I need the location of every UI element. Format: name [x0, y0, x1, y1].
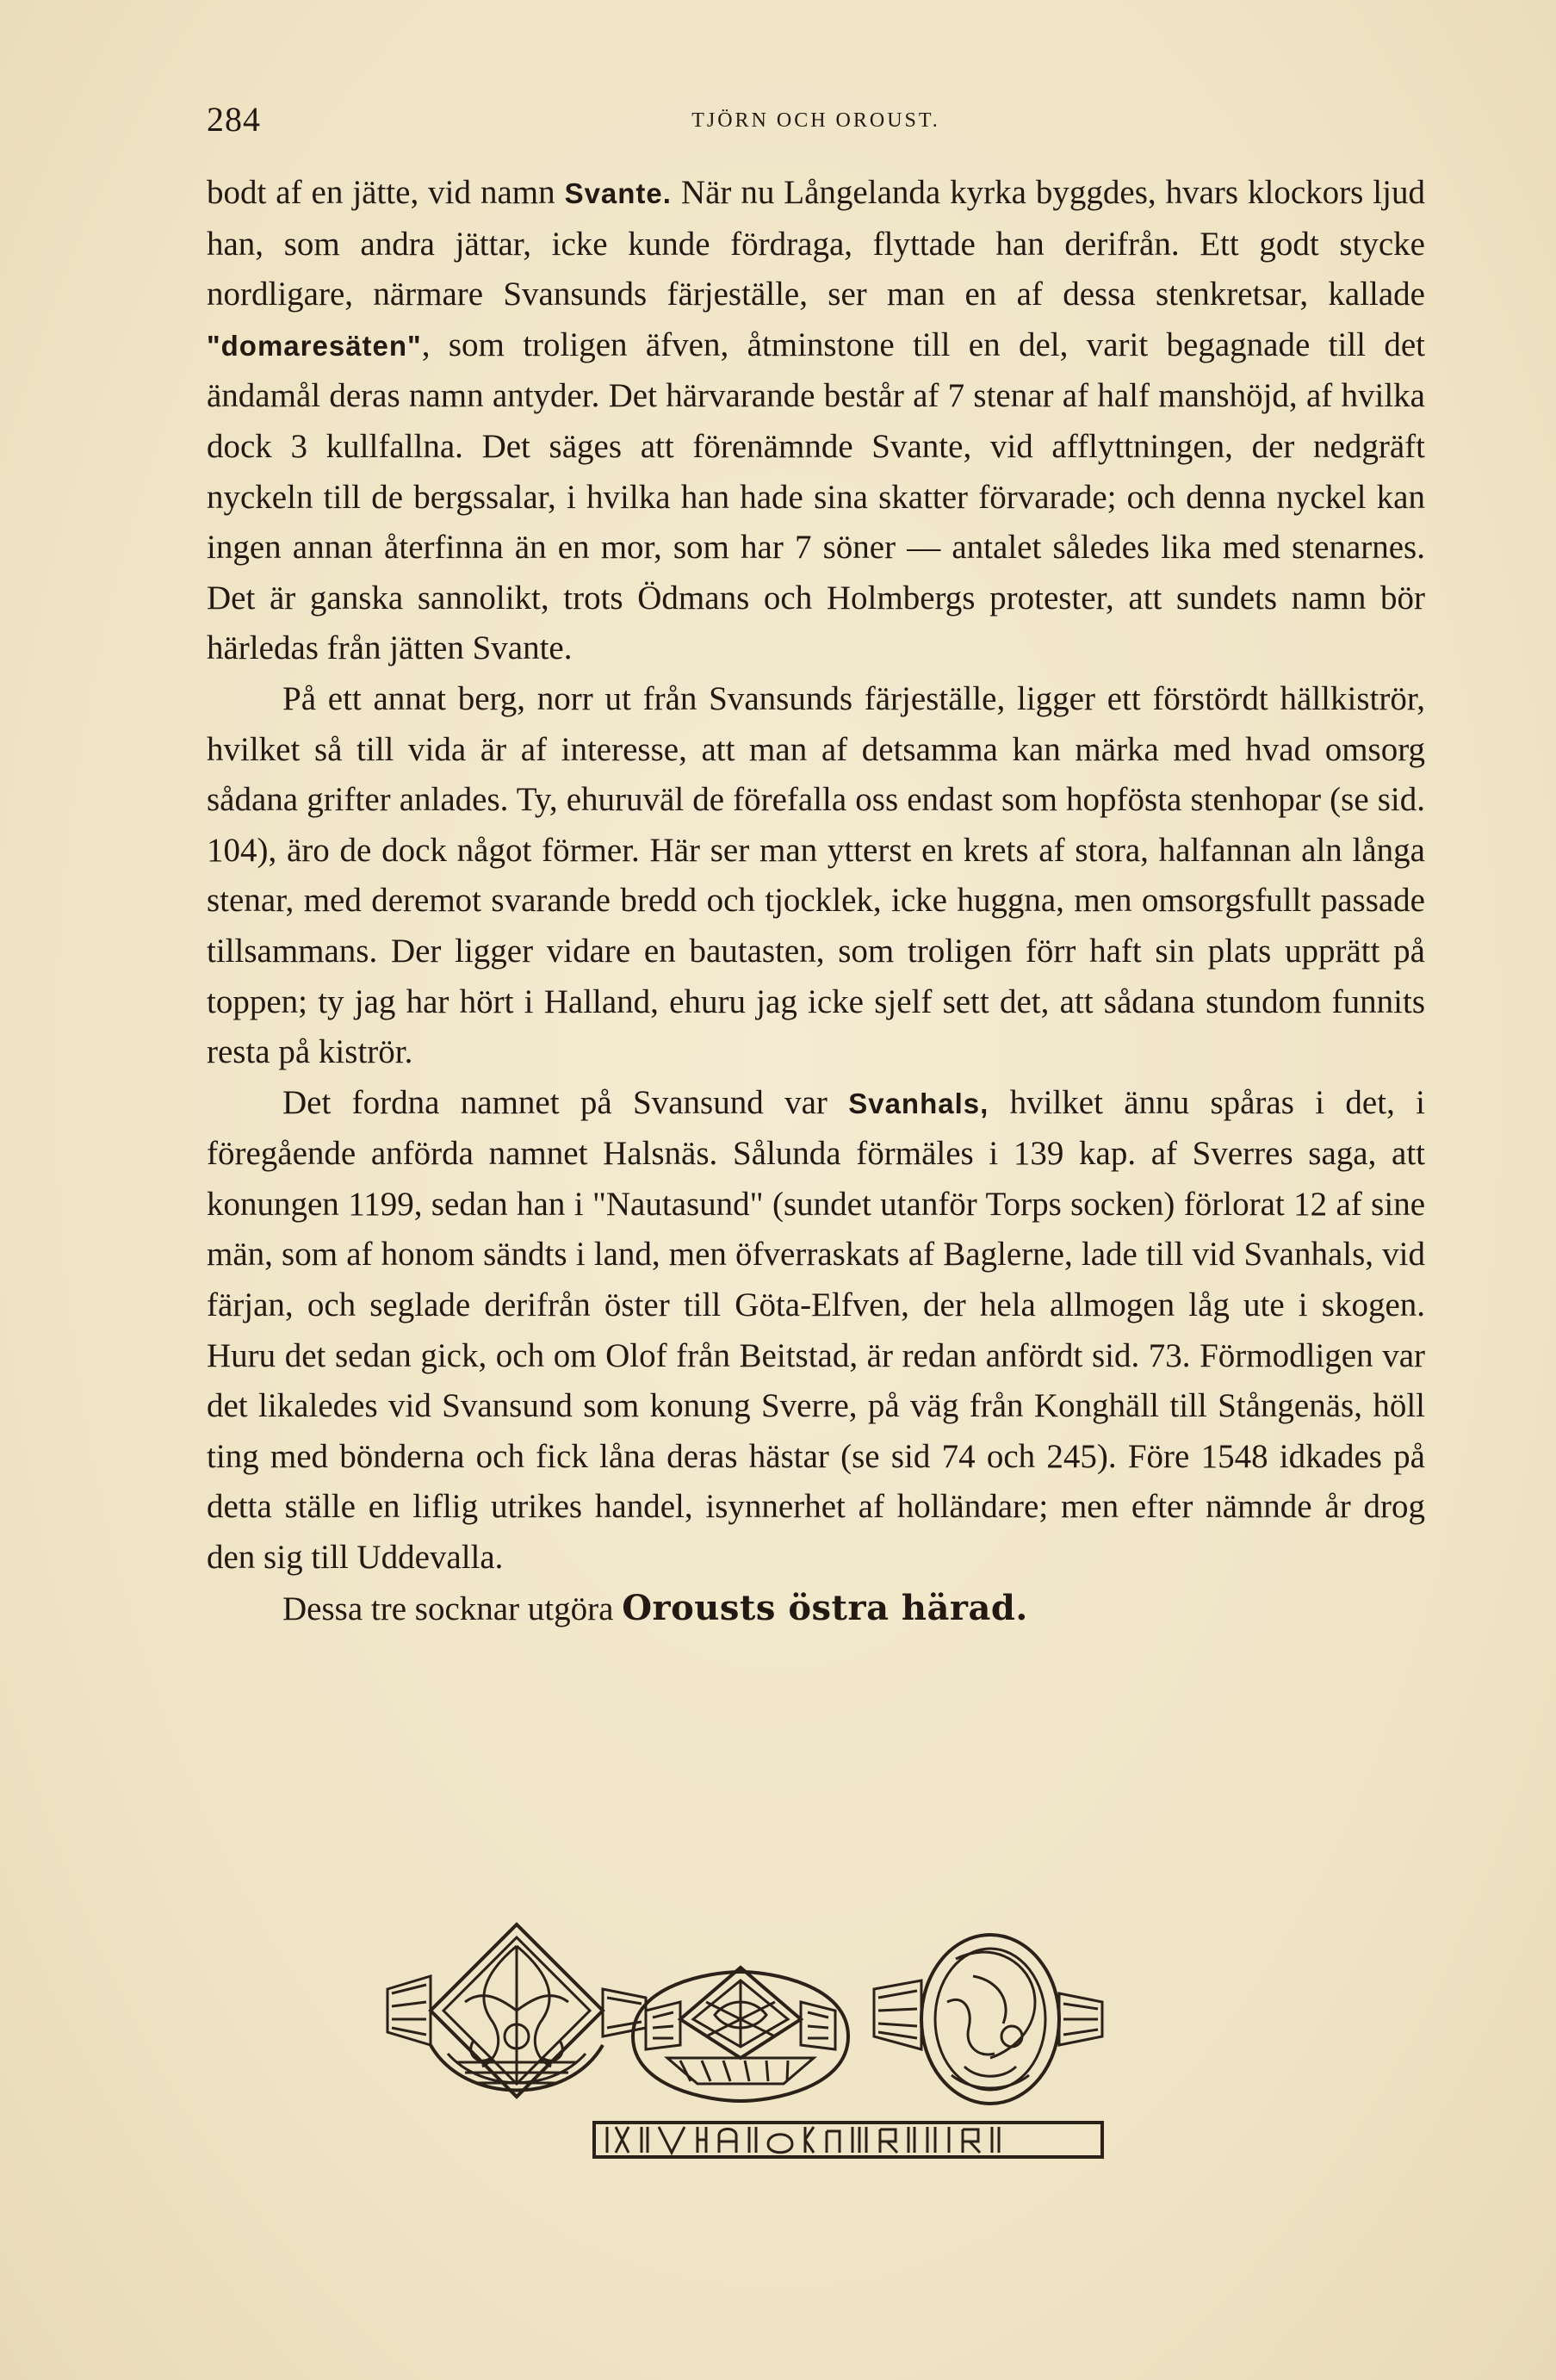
emphasis-spaced: Svante. [564, 177, 672, 209]
text-segment: På ett annat berg, norr ut från Svansunds färjeställe, ligger ett förstördt hällkiströr, hvilket så till vida är af interesse, att man af detsamma kan märka med hvad omsorg sådana grifter anlades. Ty, ehuruväl de förefalla oss endast som hopfösta stenhopar (se sid. 104), äro de dock något förmer. Här ser man ytterst en krets af stora, halfannan aln långa stenar, med deremot svarande bredd och tjocklek, icke huggna, men omsorgsfullt passade tillsammans. Der ligger vidare en bautasten, som troligen förr haft sin plats upprätt på toppen; ty jag har hört i Halland, ehuru jag icke sjelf sett det, att sådana stundom funnits resta på kiströr. [207, 679, 1425, 1071]
paragraph [207, 1078, 1425, 1584]
paragraph [207, 1584, 1425, 1635]
text-segment: , som troligen äfven, åtminstone till en del, varit begagnade till det ändamål deras namn antyder. Det härvarande består af 7 stenar af half manshöjd, af hvilka dock 3 kullfallna. Det säges att förenämnde Svante, vid afflyttningen, der nedgräft nyckeln till de bergssalar, i hvilka han hade sina skatter förvarade; och denna nyckel kan ingen annan återfinna än en mor, som har 7 söner — antalet således lika med stenarnes. Det är ganska sannolikt, trots Ödmans och Holmbergs protester, att sundets namn bör härledas från jätten Svante. [207, 325, 1425, 667]
text-segment: hvilket ännu spåras i det, i föregående anförda namnet Halsnäs. Sålunda förmäles i 139 kap. af Sverres saga, att konungen 1199, sedan han i "Nautasund" (sundet utanför Torps socken) förlorat 12 af sine män, som af honom sändts i land, men öfverraskats af Baglerne, lade till vid Svanhals, vid färjan, och seglade derifrån öster till Göta-Elfven, der hela allmogen låg ute i skogen. Huru det sedan gick, och om Olof från Beitstad, är redan anfördt sid. 73. Förmodligen var det likaledes vid Svansund som konung Sverre, på väg från Konghäll till Stångenäs, höll ting med bönderna och fick låna deras hästar (se sid 74 och 245). Före 1548 idkades på detta ställe en liflig utrikes handel, isynnerhet af holländare; men efter nämnde år drog den sig till Uddevalla. [207, 1083, 1425, 1577]
paragraph [207, 674, 1425, 1078]
paragraph [207, 168, 1425, 674]
text-segment: Dessa tre socknar utgöra [282, 1590, 623, 1627]
middle-ring-ornament [633, 1968, 848, 2101]
runic-ornament-illustration [370, 1907, 1128, 2166]
emphasis-bold: Orousts östra härad. [622, 1587, 1028, 1628]
emphasis-spaced: Svanhals, [848, 1087, 989, 1119]
runic-band [594, 2123, 1102, 2157]
emphasis-spaced: "domaresäten" [207, 329, 422, 362]
page-number: 284 [207, 100, 261, 139]
right-ring-ornament [874, 1935, 1102, 2104]
body-text [207, 168, 1425, 1634]
running-head [207, 99, 1425, 151]
header-title: TJÖRN OCH OROUST. [691, 109, 940, 132]
left-ring-ornament [387, 1924, 646, 2097]
text-segment: Det fordna namnet på Svansund var [282, 1083, 849, 1121]
text-segment: När nu Långelanda kyrka byggdes, hvars klockors ljud han, som andra jättar, icke kunde fördraga, flyttade han derifrån. Ett godt stycke nordligare, närmare Svansunds färjeställe, ser man en af dessa stenkretsar, kallade [207, 174, 1425, 313]
text-segment: bodt af en jätte, vid namn [207, 174, 565, 211]
